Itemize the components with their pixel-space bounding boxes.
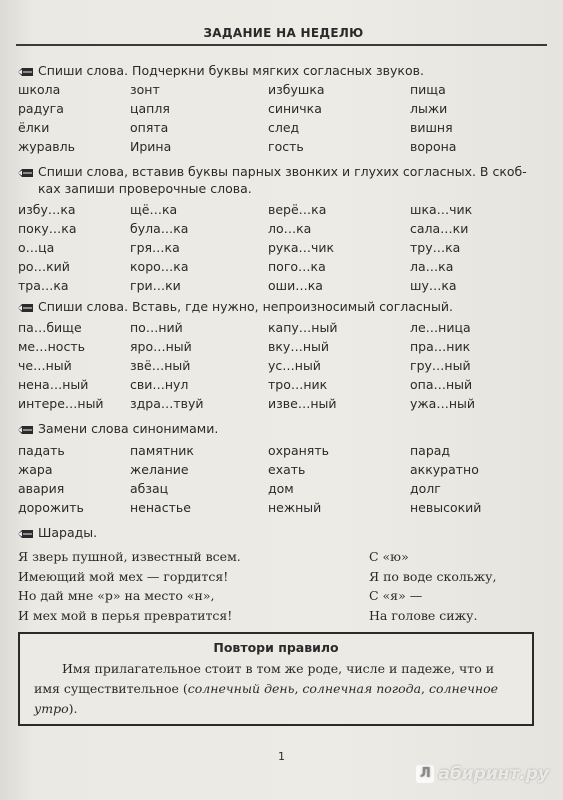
word-cell: ме…ность xyxy=(18,339,85,354)
word-cell: тру…ка xyxy=(410,240,461,255)
word-cell: опа…ный xyxy=(410,377,473,392)
word-cell: че…ный xyxy=(18,358,72,373)
word-cell: охранять xyxy=(268,443,329,458)
word-cell: ёлки xyxy=(18,120,50,135)
word-cell: дорожить xyxy=(18,500,84,515)
task3-text: Спиши слова. Вставь, где нужно, непроизносимый согласный. xyxy=(38,299,453,314)
word-cell: по…ний xyxy=(130,320,183,335)
charade-line: И мех мой в перья превратится! xyxy=(18,607,233,623)
word-cell: избушка xyxy=(268,82,325,97)
word-cell: тро…ник xyxy=(268,377,328,392)
charade-line: С «я» — xyxy=(369,588,423,603)
page-title: ЗАДАНИЕ НА НЕДЕЛЮ xyxy=(203,26,364,40)
rule-example: солнечная погода xyxy=(302,681,422,696)
pencil-icon xyxy=(18,168,34,178)
page-number: 1 xyxy=(278,750,285,763)
task2-text-line2: ках запиши проверочные слова. xyxy=(38,181,252,196)
word-cell: гость xyxy=(268,139,304,154)
word-cell: радуга xyxy=(18,101,64,116)
pencil-icon xyxy=(18,529,34,539)
word-cell: коро…ка xyxy=(130,259,189,274)
task1-text: Спиши слова. Подчеркни буквы мягких согласных звуков. xyxy=(38,63,424,78)
word-cell: журавль xyxy=(18,139,75,154)
word-cell: ла…ка xyxy=(410,259,454,274)
word-cell: долг xyxy=(410,481,441,496)
task2-instruction xyxy=(18,163,543,197)
word-cell: абзац xyxy=(130,481,169,496)
task3-instruction xyxy=(18,298,543,315)
word-cell: жара xyxy=(18,462,53,477)
word-cell: аккуратно xyxy=(410,462,479,477)
word-cell: рука…чик xyxy=(268,240,335,255)
word-cell: синичка xyxy=(268,101,322,116)
word-cell: памятник xyxy=(130,443,194,458)
word-cell: парад xyxy=(410,443,451,458)
header-divider xyxy=(16,44,547,46)
task4-text: Замени слова синонимами. xyxy=(38,421,219,436)
pencil-icon xyxy=(18,303,34,313)
word-cell: щё…ка xyxy=(130,202,178,217)
word-cell: избу…ка xyxy=(18,202,76,217)
rule-separator: , xyxy=(294,681,303,696)
word-cell: школа xyxy=(18,82,61,97)
watermark-logo-icon: Л xyxy=(416,765,434,783)
word-cell: след xyxy=(268,120,300,135)
word-cell: шу…ка xyxy=(410,278,457,293)
rule-box xyxy=(18,632,534,726)
word-cell: желание xyxy=(130,462,189,477)
rule-title: Повтори правило xyxy=(213,640,339,655)
word-cell: капу…ный xyxy=(268,320,338,335)
word-cell: ужа…ный xyxy=(410,396,475,411)
word-cell: здра…твуй xyxy=(130,396,204,411)
word-cell: невысокий xyxy=(410,500,482,515)
word-cell: опята xyxy=(130,120,169,135)
rule-example: солнечный день xyxy=(187,681,295,696)
word-cell: була…ка xyxy=(130,221,189,236)
task2-text-line1: Спиши слова, вставив буквы парных звонких и глухих согласных. В скоб- xyxy=(38,164,527,179)
charade-line: С «ю» xyxy=(369,549,409,564)
pencil-icon xyxy=(18,67,34,77)
word-cell: изве…ный xyxy=(268,396,337,411)
rule-text xyxy=(20,655,532,719)
word-cell: ло…ка xyxy=(268,221,312,236)
charade-left xyxy=(18,547,241,625)
word-cell: о…ца xyxy=(18,240,55,255)
task5-instruction xyxy=(18,524,543,541)
word-cell: сала…ки xyxy=(410,221,469,236)
word-cell: гри…ки xyxy=(130,278,181,293)
word-cell: Ирина xyxy=(130,139,172,154)
word-cell: нена…ный xyxy=(18,377,89,392)
charade-right xyxy=(369,547,496,625)
rule-text-part: ). xyxy=(68,701,78,716)
word-cell: сви…нул xyxy=(130,377,189,392)
charade-line: Я зверь пушной, известный всем. xyxy=(18,549,241,564)
watermark-text: абиринт.ру xyxy=(438,764,549,784)
charade-line: На голове сижу. xyxy=(369,607,478,623)
watermark xyxy=(416,764,549,784)
word-cell: ро…кий xyxy=(18,259,70,274)
word-cell: зонт xyxy=(130,82,160,97)
word-cell: пра…ник xyxy=(410,339,471,354)
task4-instruction xyxy=(18,420,543,437)
rule-text-part: Имя прилагательное стоит в том же роде, числе и падеже, что и имя существительное ( xyxy=(34,661,495,696)
word-cell: лыжи xyxy=(410,101,448,116)
word-cell: ле…ница xyxy=(410,320,471,335)
word-cell: падать xyxy=(18,443,65,458)
word-cell: пища xyxy=(410,82,446,97)
word-cell: оши…ка xyxy=(268,278,323,293)
word-cell: яро…ный xyxy=(130,339,192,354)
task5-text: Шарады. xyxy=(38,525,98,540)
word-cell: ненастье xyxy=(130,500,191,515)
charade-line: Имеющий мой мех — гордится! xyxy=(18,568,229,584)
charade-line: Я по воде скольжу, xyxy=(369,568,497,584)
word-cell: шка…чик xyxy=(410,202,473,217)
word-cell: звё…ный xyxy=(130,358,191,373)
word-cell: пого…ка xyxy=(268,259,326,274)
pencil-icon xyxy=(18,425,34,435)
word-cell: цапля xyxy=(130,101,170,116)
word-cell: тра…ка xyxy=(18,278,69,293)
word-cell: поку…ка xyxy=(18,221,77,236)
word-cell: авария xyxy=(18,481,65,496)
charade-line: Но дай мне «р» на место «н», xyxy=(18,588,215,603)
word-cell: дом xyxy=(268,481,294,496)
word-cell: ехать xyxy=(268,462,306,477)
word-cell: вишня xyxy=(410,120,453,135)
task1-instruction xyxy=(18,62,543,79)
word-cell: гру…ный xyxy=(410,358,471,373)
word-cell: нежный xyxy=(268,500,322,515)
rule-separator: , xyxy=(421,681,429,696)
word-cell: па…бище xyxy=(18,320,82,335)
word-cell: интере…ный xyxy=(18,396,104,411)
rule-example: солнечное утро xyxy=(34,681,499,716)
word-cell: ворона xyxy=(410,139,457,154)
word-cell: гря…ка xyxy=(130,240,180,255)
word-cell: верё…ка xyxy=(268,202,327,217)
word-cell: ус…ный xyxy=(268,358,321,373)
word-cell: вку…ный xyxy=(268,339,329,354)
